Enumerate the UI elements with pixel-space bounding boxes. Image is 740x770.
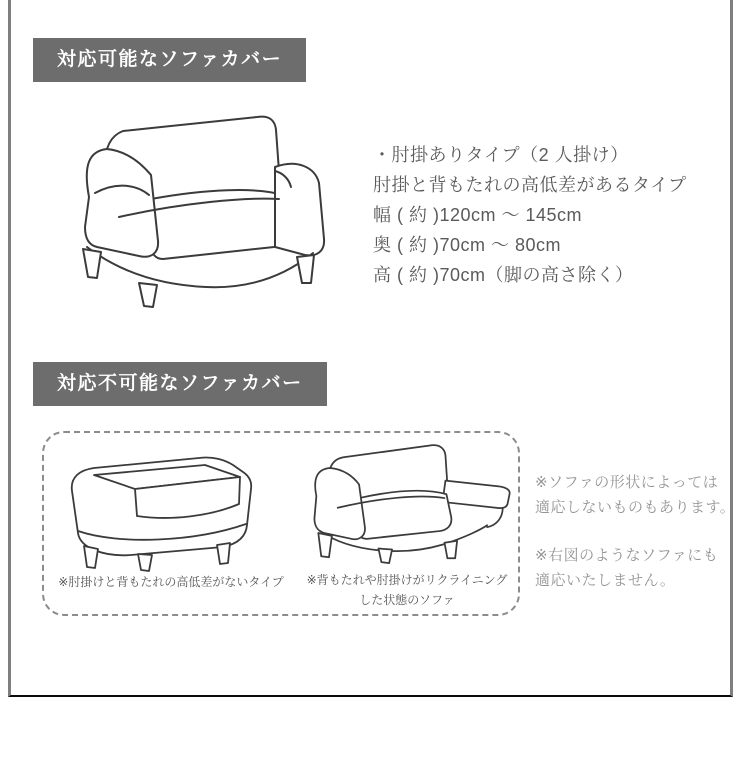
compatibility-notes xyxy=(535,470,735,593)
description-line-type: ・肘掛ありタイプ（2 人掛け） xyxy=(373,145,629,165)
compatible-sofa-illustration xyxy=(61,98,361,310)
description-line-shape: 肘掛と背もたれの高低差があるタイプ xyxy=(373,175,687,195)
description-line-depth: 奥 ( 約 )70cm 〜 80cm xyxy=(373,235,562,255)
note-shape-line-1: ※ソファの形状によっては xyxy=(535,474,719,491)
note-shape-line-2: 適応しないものもあります。 xyxy=(535,499,736,516)
reclining-armrest-sofa-illustration xyxy=(296,434,526,566)
incompatible-section-badge: 対応不可能なソファカバー xyxy=(33,362,327,406)
compatible-section-badge: 対応可能なソファカバー xyxy=(33,38,306,82)
description-line-height: 高 ( 約 )70cm（脚の高さ除く） xyxy=(373,265,634,285)
reclining-sofa-caption xyxy=(301,570,513,610)
tub-sofa-caption: ※肘掛けと背もたれの高低差がないタイプ xyxy=(58,575,284,589)
note-right-figure-line-2: 適応いたしません。 xyxy=(535,572,676,589)
note-right-figure-line-1: ※右図のようなソファにも xyxy=(535,547,719,564)
content-panel xyxy=(8,0,736,697)
reclining-sofa-caption-line-2: した状態のソファ xyxy=(359,593,455,607)
note-right-figure-disclaimer xyxy=(535,543,735,593)
compatible-description xyxy=(373,140,723,290)
tub-sofa-illustration xyxy=(59,447,274,573)
reclining-sofa-caption-line-1: ※背もたれや肘掛けがリクライニング xyxy=(306,573,508,587)
note-shape-disclaimer xyxy=(535,470,735,520)
description-line-width: 幅 ( 約 )120cm 〜 145cm xyxy=(373,205,583,225)
